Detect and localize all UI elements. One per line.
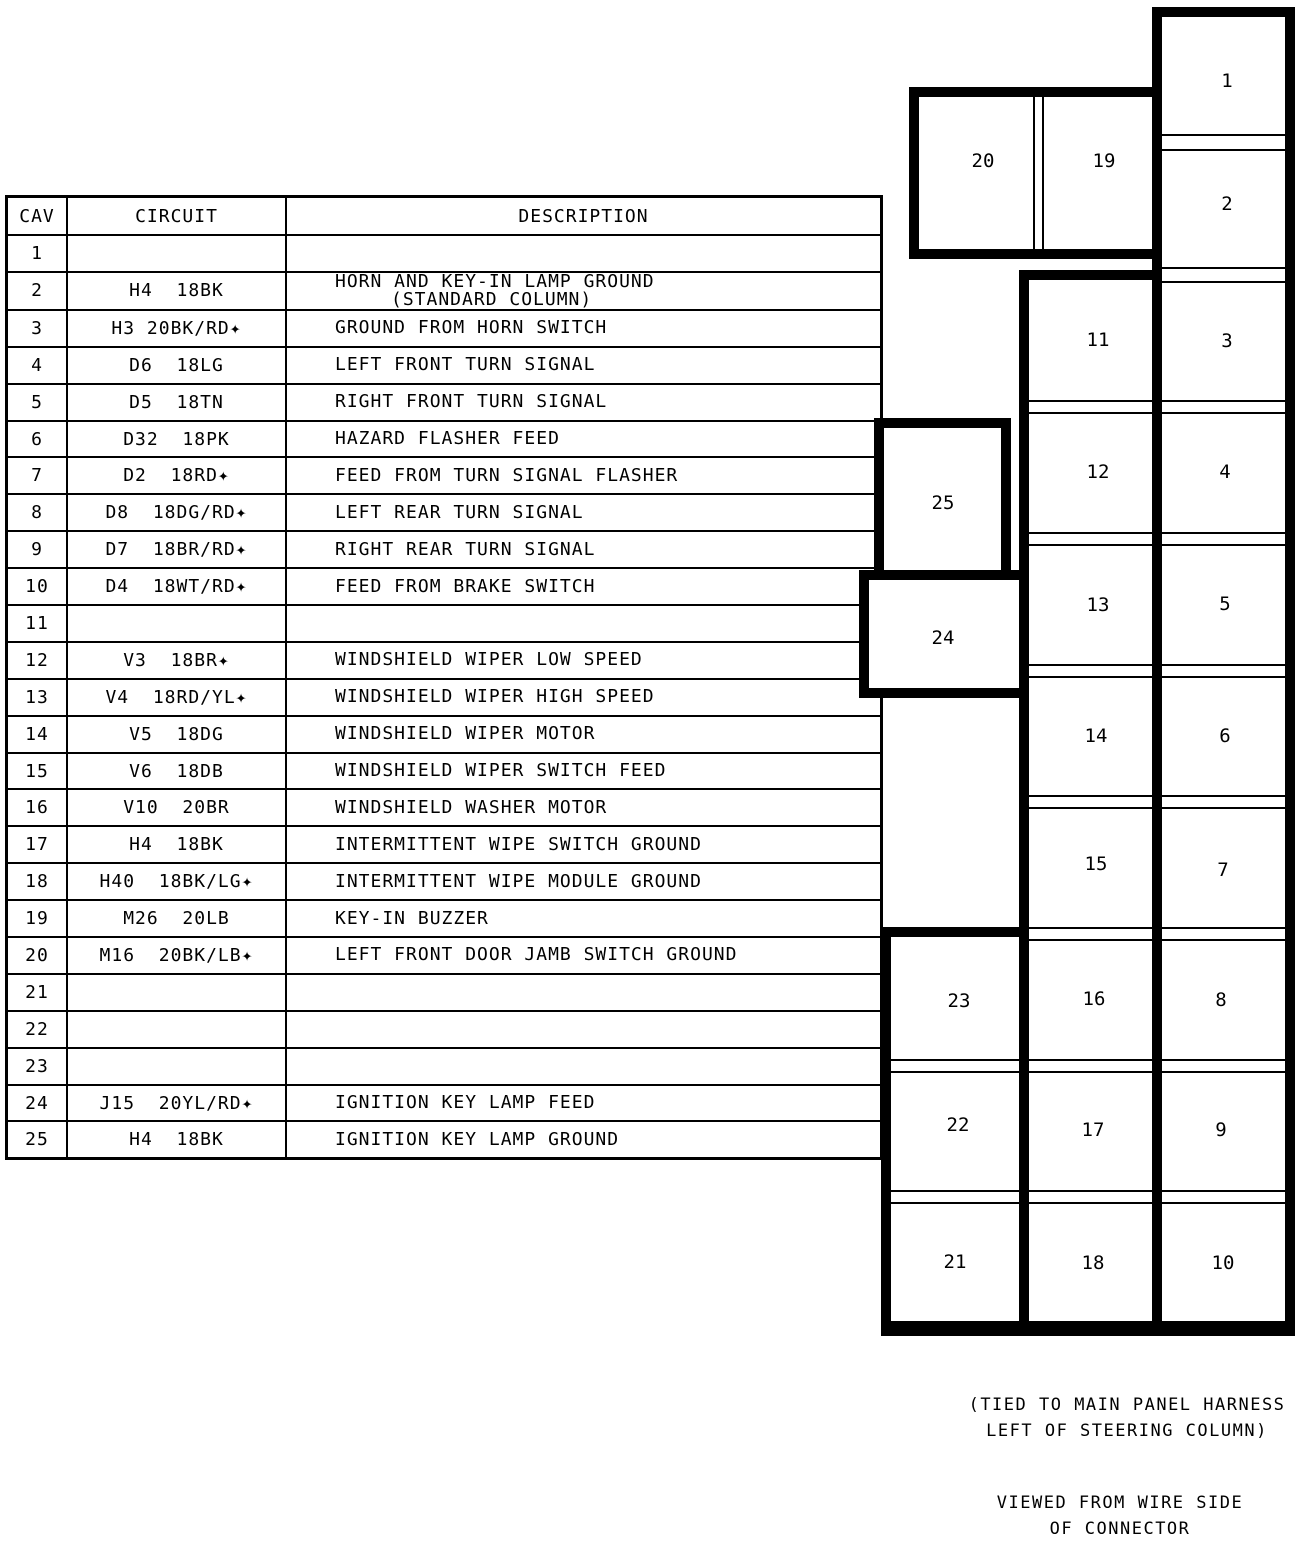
- description-line: RIGHT REAR TURN SIGNAL: [335, 538, 596, 560]
- description-line: FEED FROM TURN SIGNAL FLASHER: [335, 464, 679, 486]
- circuit-cell: V10 20BR: [67, 789, 286, 826]
- description-line: WINDSHIELD WIPER SWITCH FEED: [335, 760, 667, 782]
- cavity-label-17: 17: [1081, 1119, 1105, 1141]
- cav-cell: 25: [7, 1121, 68, 1158]
- circuit-cell: M16 20BK/LB✦: [67, 937, 286, 974]
- description-line: RIGHT FRONT TURN SIGNAL: [335, 391, 608, 413]
- cav-cell: 12: [7, 642, 68, 679]
- cav-cell: 7: [7, 457, 68, 494]
- cavity-label-25: 25: [931, 492, 955, 514]
- circuit-cell: D4 18WT/RD✦: [67, 568, 286, 605]
- cavity-label-1: 1: [1221, 70, 1233, 92]
- cav-cell: 17: [7, 826, 68, 863]
- description-line: LEFT FRONT TURN SIGNAL: [335, 354, 596, 376]
- cavity-label-7: 7: [1217, 859, 1229, 881]
- description-line: INTERMITTENT WIPE SWITCH GROUND: [335, 833, 702, 855]
- circuit-cell: M26 20LB: [67, 900, 286, 937]
- cavity-label-6: 6: [1219, 725, 1231, 747]
- header-description: DESCRIPTION: [286, 197, 882, 236]
- view-note: [960, 1490, 1280, 1542]
- description-line: HORN AND KEY-IN LAMP GROUND: [335, 270, 655, 292]
- description-line: HAZARD FLASHER FEED: [335, 428, 560, 449]
- cavity-label-14: 14: [1084, 725, 1108, 747]
- cavity-label-19: 19: [1092, 150, 1116, 172]
- cav-cell: 15: [7, 753, 68, 790]
- cav-cell: 13: [7, 679, 68, 716]
- circuit-cell: D8 18DG/RD✦: [67, 494, 286, 531]
- description-line: FEED FROM BRAKE SWITCH: [335, 575, 596, 597]
- circuit-cell: H4 18BK: [67, 272, 286, 310]
- cavity-label-11: 11: [1086, 329, 1110, 351]
- circuit-cell: V3 18BR✦: [67, 642, 286, 679]
- description-line: LEFT FRONT DOOR JAMB SWITCH GROUND: [335, 944, 738, 966]
- cav-cell: 4: [7, 347, 68, 384]
- circuit-cell: D5 18TN: [67, 384, 286, 421]
- cav-cell: 11: [7, 605, 68, 642]
- cav-cell: 10: [7, 568, 68, 605]
- cavity-label-24: 24: [931, 627, 955, 649]
- description-line: IGNITION KEY LAMP FEED: [335, 1092, 596, 1114]
- cavity-label-18: 18: [1081, 1252, 1105, 1274]
- cav-cell: 21: [7, 974, 68, 1011]
- cav-cell: 20: [7, 937, 68, 974]
- cavity-label-10: 10: [1211, 1252, 1235, 1274]
- circuit-cell: V6 18DB: [67, 753, 286, 790]
- cavity-label-23: 23: [947, 990, 971, 1012]
- cav-cell: 18: [7, 863, 68, 900]
- description-line: GROUND FROM HORN SWITCH: [335, 317, 608, 339]
- cav-cell: 8: [7, 494, 68, 531]
- cavity-label-20: 20: [971, 150, 995, 172]
- cavity-label-12: 12: [1086, 461, 1110, 483]
- cavity-label-3: 3: [1221, 330, 1233, 352]
- header-circuit: CIRCUIT: [67, 197, 286, 236]
- circuit-cell: H4 18BK: [67, 1121, 286, 1158]
- cav-cell: 5: [7, 384, 68, 421]
- cavity-label-21: 21: [943, 1251, 967, 1273]
- cavity-label-15: 15: [1084, 853, 1108, 875]
- cav-cell: 22: [7, 1011, 68, 1048]
- connector-housing-middle: [1024, 275, 1157, 1326]
- cav-cell: 14: [7, 716, 68, 753]
- circuit-cell: V4 18RD/YL✦: [67, 679, 286, 716]
- circuit-cell: D6 18LG: [67, 347, 286, 384]
- description-line: (STANDARD COLUMN): [391, 288, 593, 310]
- cavity-label-5: 5: [1219, 593, 1231, 615]
- cavity-label-22: 22: [946, 1114, 970, 1136]
- circuit-cell: J15 20YL/RD✦: [67, 1085, 286, 1122]
- description-line: WINDSHIELD WASHER MOTOR: [335, 796, 608, 818]
- circuit-cell: D32 18PK: [67, 421, 286, 458]
- circuit-cell: H3 20BK/RD✦: [67, 310, 286, 347]
- cavity-label-9: 9: [1215, 1119, 1227, 1141]
- cav-cell: 6: [7, 421, 68, 458]
- description-line: INTERMITTENT WIPE MODULE GROUND: [335, 870, 702, 892]
- cavity-label-13: 13: [1086, 594, 1110, 616]
- cav-cell: 1: [7, 235, 68, 272]
- header-cav: CAV: [7, 197, 68, 236]
- circuit-cell: D7 18BR/RD✦: [67, 531, 286, 568]
- connector-housing-top: [914, 92, 1157, 254]
- cavity-label-4: 4: [1219, 461, 1231, 483]
- description-line: LEFT REAR TURN SIGNAL: [335, 501, 584, 523]
- view-note-line-1: VIEWED FROM WIRE SIDE: [996, 1493, 1244, 1513]
- cavity-label-2: 2: [1221, 193, 1233, 215]
- circuit-cell: H4 18BK: [67, 826, 286, 863]
- circuit-cell: H40 18BK/LG✦: [67, 863, 286, 900]
- mounting-note-line-1: (TIED TO MAIN PANEL HARNESS: [968, 1395, 1286, 1415]
- mounting-note: [948, 1392, 1306, 1444]
- cav-cell: 16: [7, 789, 68, 826]
- cav-cell: 23: [7, 1048, 68, 1085]
- cavity-label-8: 8: [1215, 989, 1227, 1011]
- description-line: WINDSHIELD WIPER MOTOR: [335, 723, 596, 745]
- mounting-note-line-2: LEFT OF STEERING COLUMN): [986, 1421, 1268, 1441]
- cavity-label-16: 16: [1082, 988, 1106, 1010]
- circuit-cell: V5 18DG: [67, 716, 286, 753]
- circuit-cell: D2 18RD✦: [67, 457, 286, 494]
- cav-cell: 24: [7, 1085, 68, 1122]
- description-line: IGNITION KEY LAMP GROUND: [335, 1128, 620, 1150]
- description-line: WINDSHIELD WIPER HIGH SPEED: [335, 686, 655, 708]
- cav-cell: 2: [7, 272, 68, 310]
- description-line: KEY-IN BUZZER: [335, 907, 489, 929]
- cav-cell: 9: [7, 531, 68, 568]
- description-line: WINDSHIELD WIPER LOW SPEED: [335, 649, 643, 671]
- cav-cell: 3: [7, 310, 68, 347]
- view-note-line-2: OF CONNECTOR: [1049, 1519, 1191, 1539]
- cav-cell: 19: [7, 900, 68, 937]
